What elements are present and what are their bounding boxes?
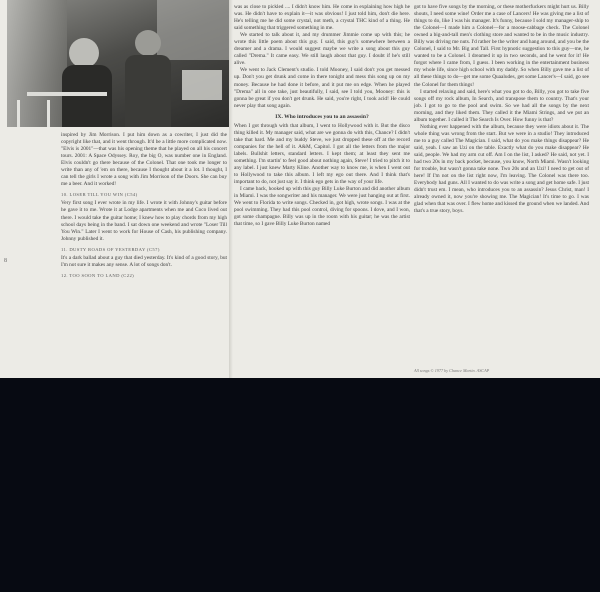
copyright-credit: All songs © 1977 by Chance Martin. ASCAP xyxy=(414,368,490,373)
section-heading: IX. Who introduces you to an assassin? xyxy=(275,113,369,120)
paragraph: It's a dark ballad about a guy that died yesterday. It's kind of a good story, but I'm not sure it makes any sense. A lot of songs don't. xyxy=(61,254,227,268)
text-column-3 xyxy=(414,4,589,215)
song-heading: 10. LOSER TILL YOU WIN (C54) xyxy=(61,192,138,198)
song-heading: 11. DUSTY ROADS OF YESTERDAY (C57) xyxy=(61,246,160,252)
paragraph: Very first song I ever wrote in my life. I wrote it with Johnny's guitar before he gave it to me. Wrote it at Lodge apartments when me and Coco lived out there. I would take the guitar home; I knew how to play chords from my high school days being in the band. I sat down one weekend and wrote "Loser Till You Win." Later I went to work for House of Cash, his publishing company. Johnny published it. xyxy=(61,200,227,242)
paragraph: I started relaxing and said, here's what you got to do, Billy, you got to take five songs off my rock album, In Search, and transpose them to country. That's your job. I got to go to the pool and swim. So we had all the songs by the next morning, and they liked them. They called it the Miami Strings, and we put an album together. I called it The Search Is Over. How funny is that? xyxy=(414,88,589,123)
page-gutter-shadow xyxy=(229,0,233,378)
text-column-2 xyxy=(234,4,410,228)
black-and-white-photo xyxy=(7,0,229,127)
paragraph: inspired by Jim Morrison. I put him down as a cowriter, I just did the copyright like that, and it went through. It'd be a little more complicated now. "Elvis is 2001"—that was his opening theme that he played on all his concert tours. 2001: A Space Odyssey. Roy, the big O, was number one in England. Elvis couldn't go there because of the Colonel. That one took me longer to write than any of 'em on there, because I thought about it a lot. I thought, I can tell the girls I wrote a song with Jim Morrison of the Doors. She can buy me a beer. And it worked! xyxy=(61,132,227,188)
paragraph: When I got through with that album, I went to Hollywood with it. But the disco thing killed it. My manager said, what are we gonna do with this, Chance? I didn't take that hard. Me and my buddy Steve, we just dropped these off at the record companies for the hell of it. A&M, Capitol. I got all the letters from the major labels. Bullshit letters, standard letters. I kept them; at least they sent me something. I'm startin' to feel good about nothing again, Steve! I tried to pitch it to any label. I just knew Marty Kline. Another way to know me, is when I went out to Hollywood to take this album. I left my ego out there. And I think that's important to do, not just say it. I think ego gets in the way of your life. xyxy=(234,122,410,186)
song-heading: 12. TOO SOON TO LAND (C22) xyxy=(61,272,135,278)
paragraph: was as close to pickled .... I didn't know him. He come in explaining how high he was. He didn't have to explain it—it was obvious! I just told him, don't die here. He's telling me he did some crystal, not meth, a crystal THC kind of a thing. He said something that triggered something in me. xyxy=(234,4,410,32)
paragraph: We went to Jack Clement's studio. I told Mooney, I said don't you get messed up. Don't you get drunk and come in there tonight and mess this song up on my money. Because he had done it before, and it put me on edge. When he played "Drema" all in one take, just beautifully, I said, see I told you, Mooney: this is gonna be great if you don't get drunk. He said, you're right, I took acid! He could never play that song again. xyxy=(234,67,410,109)
paragraph: Nothing ever happened with the album, because they were idiots about it. The whole thing was wrong from the start. But we were in a studio! They introduced me to a guy called The Magician. I said, what do you make things disappear? He said, yeah. I saw an Uzi on the table. Exactly what do you make disappear? He said, people. We had my arm cut off. Am I on the list, I asked? He said, not yet. I had two 20s in my back pocket, because, you know, North Miami. Wasn't looking for trouble, but wasn't gonna take none. Two 20s and an Uzi! I need to get out of here! If I'm not on the list right now, I'm leaving. The Colonel was there too. Everybody had guns. All I wanted to do was write a song and get home safe. I just didn't trust em. I mean, who introduces you to an assassin? Jesus Christ, man! I already owned it, now you're showing me. The Magician! It's time to go. I was glad when that was over. I flew home and kissed the ground when we landed. And that's a true story, boys. xyxy=(414,123,589,215)
page-number: 8 xyxy=(4,258,7,264)
paragraph: I came back, hooked up with this guy Billy Luke Burton and did another album in Miami. I was the songwriter and his manager. We were just hanging out at first. We went to Florida to write songs. Checked in, got high, wrote songs. I was at the pool swimming. They had this pool control, diving for spoons. I dove, and I won, got some champagne. Billy was up in the room with his guitar; he was the artist that time, so I gave Billy Luke Burton named xyxy=(234,186,410,228)
paragraph: got to have five songs by the morning, or these motherfuckers might hurt us. Billy shouts, I need some wine! Order me a case of Lancers! He was giving me a list of things to do, like I was his manager. It's funny, because I sold my manager-ship to the Colonel—I made him a Colonel—for a moose-cabbage check. The Colonel owned a big-and-tall men's clothing store and wanted to be in the music industry. Billy was driving me nuts. I'd rather be the writer and hang around, and you be the Colonel, I said to Mr. Big and Tall. First hypnotic suggestion to this guy—me, he wanted to be a Colonel. I dreamed it up in two seconds, and he went for it! He forgot where I came from, I guess. I been working in the entertainment business my whole life, since high school with my daddy. So when Billy gave me a list of all these things to do—get me some Quaaludes, get some Lancer's—I said, go see the Colonel for them things! xyxy=(414,4,589,88)
paragraph: We started to talk about it, and my drummer Jimmie come up with this; he wrote this little poem about this guy. I said, this guy's somewhere between a dreamer and a drama. I would suggest maybe we write a song about this guy called "Drema." It came easy. We still laugh about that guy. I doubt if he's still alive. xyxy=(234,32,410,67)
text-column-1 xyxy=(61,132,227,281)
